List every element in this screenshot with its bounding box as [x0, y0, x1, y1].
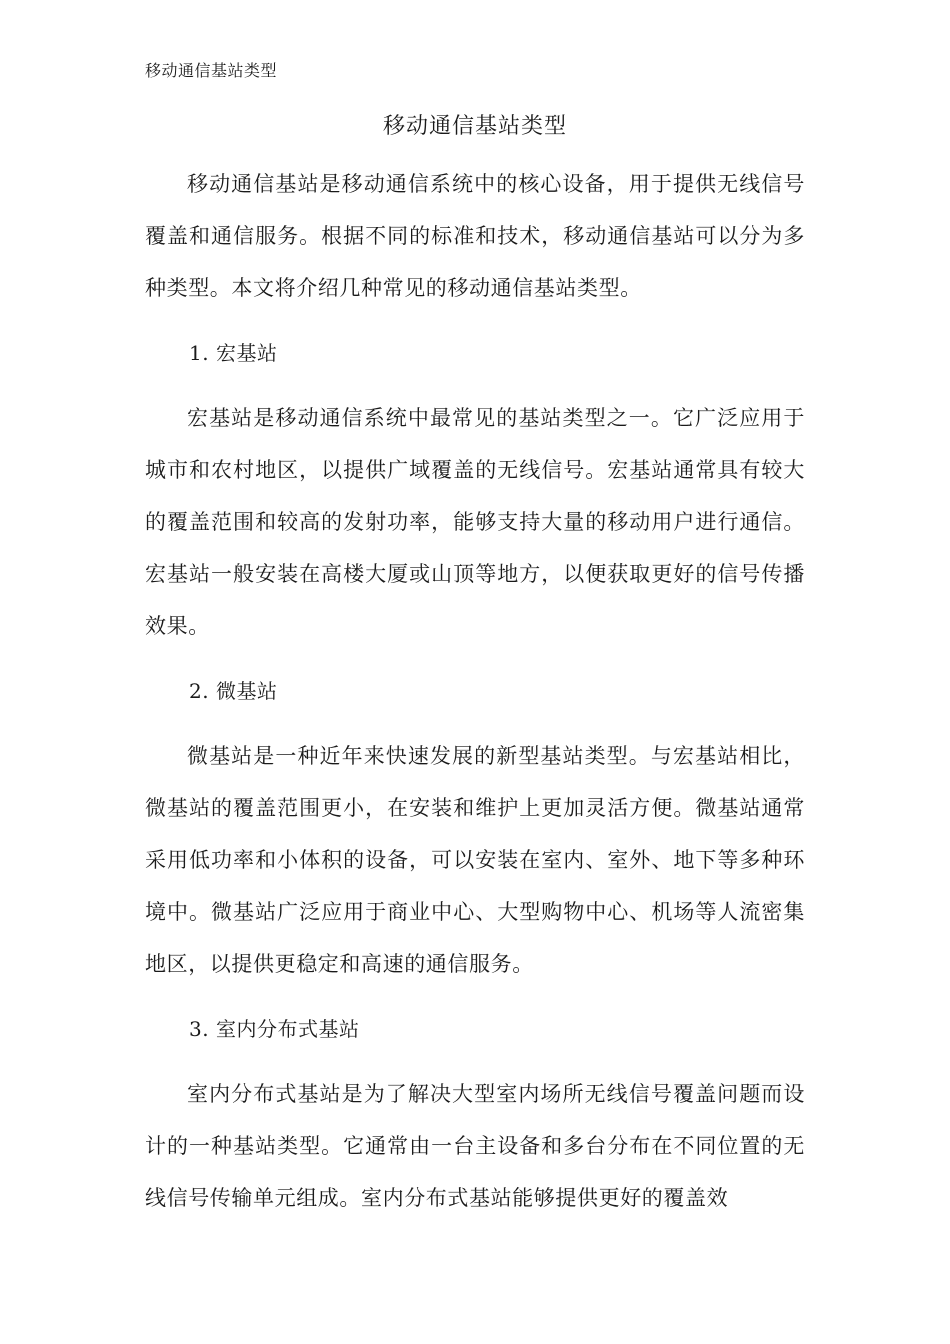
section-heading-indoor: 3. 室内分布式基站 [189, 1017, 360, 1041]
section-heading-micro: 2. 微基站 [189, 679, 278, 703]
document-title: 移动通信基站类型 [382, 114, 567, 139]
section-paragraph-indoor: 室内分布式基站是为了解决大型室内场所无线信号覆盖问题而设计的一种基站类型。它通常由一台主设备和多台分布在不同位置的无线信号传输单元组成。室内分布式基站能够提供更好的覆盖效 [145, 1082, 805, 1210]
document-body [145, 158, 805, 1224]
running-header: 移动通信基站类型 [145, 61, 278, 80]
section-paragraph-macro: 宏基站是移动通信系统中最常见的基站类型之一。它广泛应用于城市和农村地区，以提供广域覆盖的无线信号。宏基站通常具有较大的覆盖范围和较高的发射功率，能够支持大量的移动用户进行通信。宏基站一般安装在高楼大厦或山顶等地方，以便获取更好的信号传播效果。 [145, 406, 805, 638]
intro-paragraph: 移动通信基站是移动通信系统中的核心设备，用于提供无线信号覆盖和通信服务。根据不同的标准和技术，移动通信基站可以分为多种类型。本文将介绍几种常见的移动通信基站类型。 [145, 172, 805, 300]
section-paragraph-micro: 微基站是一种近年来快速发展的新型基站类型。与宏基站相比，微基站的覆盖范围更小，在安装和维护上更加灵活方便。微基站通常采用低功率和小体积的设备，可以安装在室内、室外、地下等多种环境中。微基站广泛应用于商业中心、大型购物中心、机场等人流密集地区，以提供更稳定和高速的通信服务。 [145, 744, 805, 976]
section-heading-macro: 1. 宏基站 [189, 341, 278, 365]
